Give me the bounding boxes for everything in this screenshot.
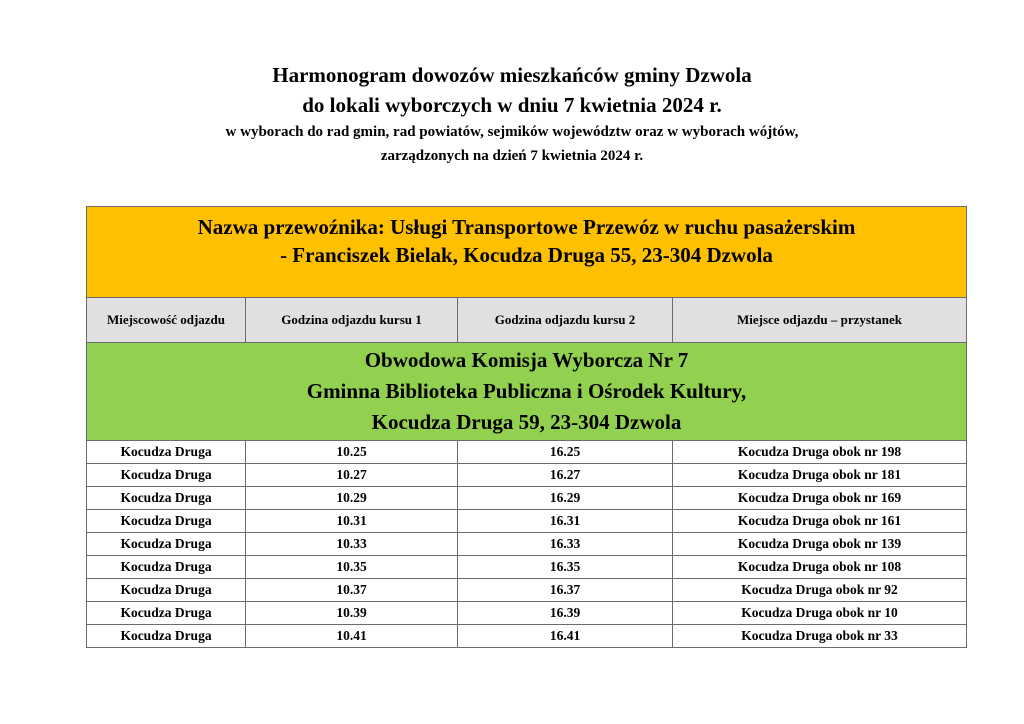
carrier-name: Nazwa przewoźnika: Usługi Transportowe Przewóz w ruchu pasażerskim bbox=[197, 215, 856, 239]
departure-time-2: 16.39 bbox=[458, 602, 673, 625]
departure-town: Kocudza Druga bbox=[87, 533, 246, 556]
departure-town: Kocudza Druga bbox=[87, 602, 246, 625]
departure-town: Kocudza Druga bbox=[87, 556, 246, 579]
departure-time-2: 16.35 bbox=[458, 556, 673, 579]
departure-time-2: 16.27 bbox=[458, 464, 673, 487]
departure-time-1: 10.37 bbox=[246, 579, 458, 602]
departure-stop: Kocudza Druga obok nr 92 bbox=[673, 579, 967, 602]
departure-time-1: 10.33 bbox=[246, 533, 458, 556]
departure-time-2: 16.41 bbox=[458, 625, 673, 648]
departure-stop: Kocudza Druga obok nr 198 bbox=[673, 441, 967, 464]
table-row bbox=[87, 556, 967, 579]
komisja-row bbox=[87, 343, 967, 441]
table-row bbox=[87, 602, 967, 625]
table-row bbox=[87, 510, 967, 533]
departure-stop: Kocudza Druga obok nr 161 bbox=[673, 510, 967, 533]
title-line-4: zarządzonych na dzień 7 kwietnia 2024 r. bbox=[380, 148, 644, 164]
departure-stop: Kocudza Druga obok nr 108 bbox=[673, 556, 967, 579]
komisja-cell bbox=[87, 343, 967, 441]
departure-time-2: 16.31 bbox=[458, 510, 673, 533]
komisja-name: Obwodowa Komisja Wyborcza Nr 7 bbox=[364, 348, 689, 372]
carrier-cell bbox=[87, 207, 967, 298]
table-row bbox=[87, 441, 967, 464]
departure-time-1: 10.27 bbox=[246, 464, 458, 487]
table-row bbox=[87, 464, 967, 487]
departure-time-2: 16.37 bbox=[458, 579, 673, 602]
title-line-1: Harmonogram dowozów mieszkańców gminy Dzwola bbox=[272, 63, 752, 87]
table-row bbox=[87, 625, 967, 648]
column-header: Godzina odjazdu kursu 2 bbox=[458, 298, 673, 343]
title-line-2: do lokali wyborczych w dniu 7 kwietnia 2024 r. bbox=[302, 93, 722, 117]
column-header-row bbox=[87, 298, 967, 343]
departure-town: Kocudza Druga bbox=[87, 579, 246, 602]
column-header: Miejsce odjazdu – przystanek bbox=[673, 298, 967, 343]
departure-town: Kocudza Druga bbox=[87, 510, 246, 533]
document-title bbox=[0, 60, 1024, 168]
column-header: Miejscowość odjazdu bbox=[87, 298, 246, 343]
table-row bbox=[87, 487, 967, 510]
departure-stop: Kocudza Druga obok nr 10 bbox=[673, 602, 967, 625]
komisja-address: Kocudza Druga 59, 23-304 Dzwola bbox=[371, 410, 682, 434]
komisja-location: Gminna Biblioteka Publiczna i Ośrodek Kultury, bbox=[306, 379, 747, 403]
column-header: Godzina odjazdu kursu 1 bbox=[246, 298, 458, 343]
departure-stop: Kocudza Druga obok nr 169 bbox=[673, 487, 967, 510]
departure-stop: Kocudza Druga obok nr 139 bbox=[673, 533, 967, 556]
departure-time-1: 10.39 bbox=[246, 602, 458, 625]
departure-time-2: 16.25 bbox=[458, 441, 673, 464]
departure-time-1: 10.29 bbox=[246, 487, 458, 510]
departure-town: Kocudza Druga bbox=[87, 487, 246, 510]
departure-time-2: 16.29 bbox=[458, 487, 673, 510]
departure-stop: Kocudza Druga obok nr 33 bbox=[673, 625, 967, 648]
departure-town: Kocudza Druga bbox=[87, 441, 246, 464]
schedule-rows bbox=[87, 441, 967, 648]
title-line-3: w wyborach do rad gmin, rad powiatów, sejmików województw oraz w wyborach wójtów, bbox=[225, 124, 799, 140]
departure-time-1: 10.31 bbox=[246, 510, 458, 533]
departure-time-1: 10.25 bbox=[246, 441, 458, 464]
departure-town: Kocudza Druga bbox=[87, 625, 246, 648]
table-row bbox=[87, 533, 967, 556]
carrier-address: - Franciszek Bielak, Kocudza Druga 55, 23-304 Dzwola bbox=[280, 243, 773, 267]
departure-time-1: 10.41 bbox=[246, 625, 458, 648]
departure-time-2: 16.33 bbox=[458, 533, 673, 556]
departure-time-1: 10.35 bbox=[246, 556, 458, 579]
schedule-table bbox=[86, 206, 967, 648]
table-row bbox=[87, 579, 967, 602]
departure-town: Kocudza Druga bbox=[87, 464, 246, 487]
carrier-row bbox=[87, 207, 967, 298]
departure-stop: Kocudza Druga obok nr 181 bbox=[673, 464, 967, 487]
